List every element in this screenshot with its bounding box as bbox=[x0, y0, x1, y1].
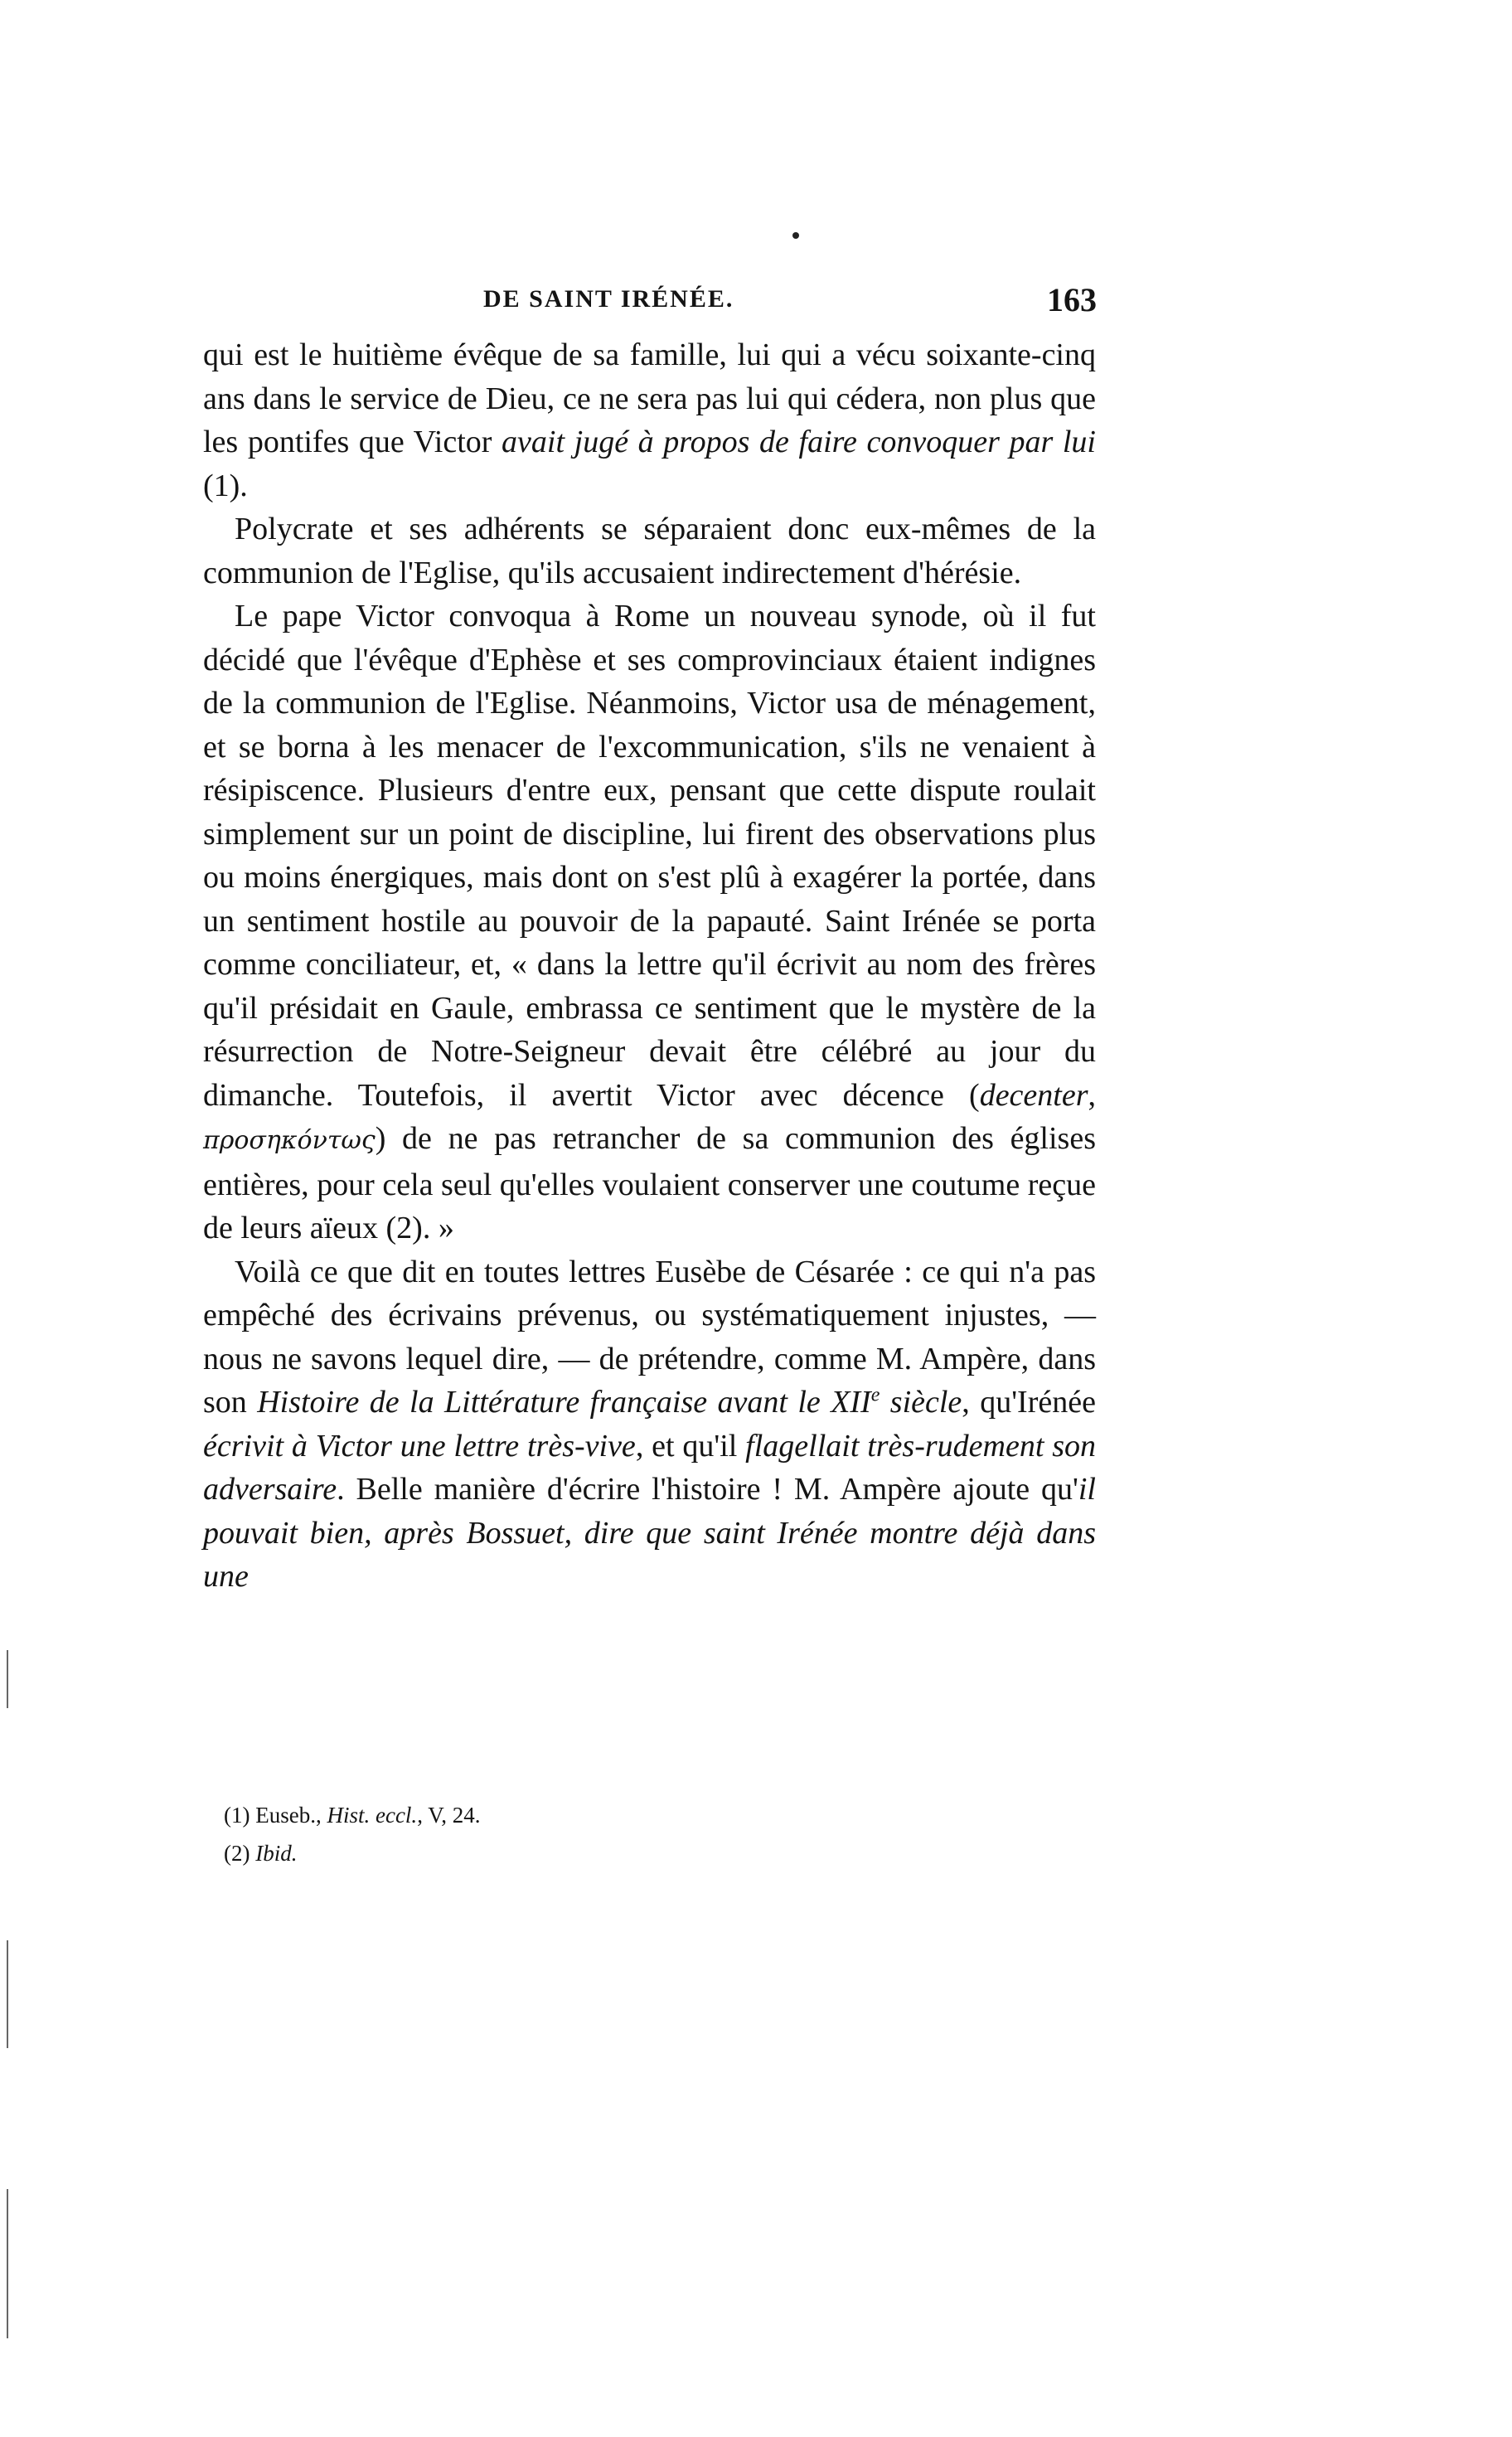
left-margin-mark bbox=[7, 1940, 8, 2048]
greek-word: προσηκόντως bbox=[203, 1126, 376, 1155]
left-margin-mark bbox=[7, 2189, 8, 2338]
text-run: , bbox=[1088, 1077, 1096, 1113]
footnotes bbox=[224, 1796, 887, 1872]
footnote-1 bbox=[224, 1796, 887, 1834]
text-run: , qu'Irénée bbox=[962, 1385, 1096, 1420]
text-run: ) de ne pas retrancher de sa communion des églises entières, pour cela seul qu'elles voulaient conserver une coutume reçue de leurs aïeux (2). » bbox=[203, 1121, 1096, 1245]
running-header bbox=[483, 280, 1097, 330]
page-number: 163 bbox=[1047, 281, 1097, 318]
paragraph-2: Polycrate et ses adhérents se séparaient donc eux-mêmes de la communion de l'Eglise, qu'ils accusaient indirectement d'hérésie. bbox=[203, 512, 1096, 590]
italic-run: écrivit à Victor une lettre très-vive bbox=[203, 1428, 636, 1464]
italic-run: Hist. eccl. bbox=[327, 1803, 418, 1828]
text-run: qui est le huitième évêque de sa famille, lui qui a vécu soixante-cinq ans dans le service de Dieu, ce ne sera pas lui qui cédera, non plus que les pontifes que Victor bbox=[203, 337, 1096, 459]
running-title: DE SAINT IRÉNÉE. bbox=[483, 285, 734, 313]
text-run: , V, 24. bbox=[417, 1803, 481, 1828]
paragraph-1 bbox=[203, 333, 1096, 507]
text-run: Voilà ce que dit en toutes lettres Eusèbe de Césarée : ce qui n'a pas empêché des écrivains prévenus, ou systématiquement injustes, — nous ne savons lequel dire, — de prétendre, comme M. Ampère, dans son bbox=[203, 1254, 1096, 1420]
text-run: . Belle manière d'écrire l'histoire ! M. Ampère ajoute qu' bbox=[337, 1472, 1078, 1507]
italic-run: siècle bbox=[880, 1385, 962, 1420]
footnote-2 bbox=[224, 1834, 887, 1872]
italic-run: decenter bbox=[979, 1077, 1088, 1113]
italic-run: il pouvait bien, après Bossuet, dire que saint Irénée montre déjà dans une bbox=[203, 1472, 1096, 1594]
ink-speck bbox=[792, 232, 799, 239]
superscript: e bbox=[870, 1384, 880, 1406]
text-run: , et qu'il bbox=[635, 1428, 746, 1464]
paragraph-3 bbox=[203, 595, 1096, 1250]
text-run: (1) Euseb., bbox=[224, 1803, 327, 1828]
italic-run: flagellait très-rudement son adversaire bbox=[203, 1428, 1096, 1507]
main-text bbox=[203, 333, 1096, 1599]
italic-run: Histoire de la Littérature française avant le XII bbox=[257, 1385, 871, 1420]
text-run: Le pape Victor convoqua à Rome un nouveau synode, où il fut décidé que l'évêque d'Ephèse et ses comprovinciaux étaient indignes de la communion de l'Eglise. Néanmoins, Victor usa de ménagement, et se borna à les menacer de l'excommunication, s'ils ne venaient à résipiscence. Plusieurs d'entre eux, pensant que cette dispute roulait simplement sur un point de discipline, lui firent des observations plus ou moins énergiques, mais dont on s'est plû à exagérer la portée, dans un sentiment hostile au pouvoir de la papauté. Saint Irénée se porta comme conciliateur, et, « dans la lettre qu'il écrivit au nom des frères qu'il présidait en Gaule, embrassa ce sentiment que le mystère de la résurrection de Notre-Seigneur devait être célébré au jour du dimanche. Toutefois, il avertit Victor avec décence ( bbox=[203, 599, 1096, 1113]
left-margin-mark bbox=[7, 1650, 8, 1708]
italic-run: Ibid. bbox=[255, 1841, 298, 1866]
text-run: (2) bbox=[224, 1841, 256, 1866]
italic-run: avait jugé à propos de faire convoquer par lui bbox=[502, 425, 1096, 459]
paragraph-4 bbox=[203, 1250, 1096, 1599]
text-run: (1). bbox=[203, 468, 248, 503]
